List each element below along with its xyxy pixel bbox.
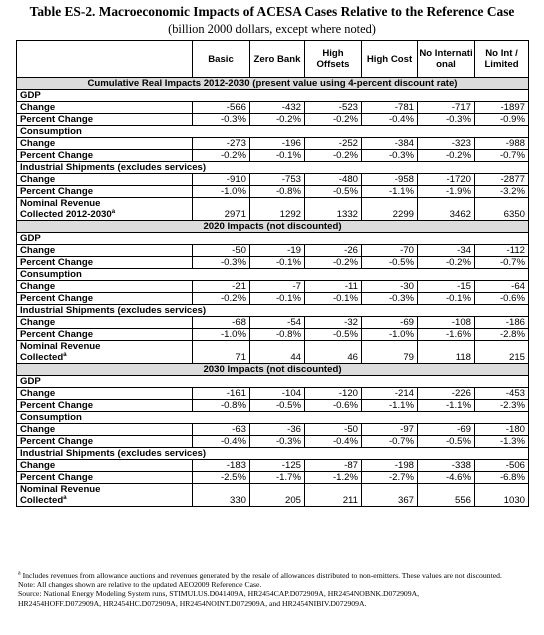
table-row [17, 174, 529, 186]
revenue-label-line2: Collected [20, 495, 64, 506]
table-cell: -50 [193, 245, 250, 257]
table-cell: -0.3% [193, 257, 250, 269]
table-cell: -7 [250, 281, 305, 293]
table-cell: -0.5% [418, 436, 475, 448]
table-cell: 367 [362, 484, 418, 507]
table-cell: -19 [250, 245, 305, 257]
group-row [17, 126, 529, 138]
row-label: Change [17, 102, 193, 114]
row-label: Percent Change [17, 293, 193, 305]
table-cell: 71 [193, 341, 250, 364]
table-cell: -226 [418, 388, 475, 400]
row-label: Percent Change [17, 257, 193, 269]
table-cell: -214 [362, 388, 418, 400]
table-cell: -0.6% [305, 400, 362, 412]
footnote-marker: a [63, 351, 67, 358]
table-cell: -988 [475, 138, 529, 150]
table-cell: -0.3% [362, 150, 418, 162]
table-cell: -0.2% [418, 150, 475, 162]
table-cell: -0.1% [250, 150, 305, 162]
table-cell: 79 [362, 341, 418, 364]
table-cell: -480 [305, 174, 362, 186]
table-cell: -87 [305, 460, 362, 472]
table-cell: -1.1% [362, 400, 418, 412]
table-cell: -186 [475, 317, 529, 329]
table-cell: -1.0% [362, 329, 418, 341]
table-cell: -0.1% [418, 293, 475, 305]
revenue-label-line1: Nominal Revenue [20, 484, 101, 495]
group-label: GDP [17, 90, 529, 102]
table-cell: -0.2% [418, 257, 475, 269]
table-cell: -0.2% [250, 114, 305, 126]
table-cell: -198 [362, 460, 418, 472]
source-line-1: Source: National Energy Modeling System runs, STIMULUS.D041409A, HR2454CAP.D072909A, HR2454NOBNK.D072909A, [18, 589, 420, 599]
revenue-label [17, 198, 193, 221]
table-cell: 6350 [475, 198, 529, 221]
table-cell: -1.6% [418, 329, 475, 341]
row-label: Change [17, 174, 193, 186]
table-cell: -112 [475, 245, 529, 257]
table-cell: -0.8% [193, 400, 250, 412]
table-cell: -104 [250, 388, 305, 400]
table-cell: -11 [305, 281, 362, 293]
group-row [17, 269, 529, 281]
table-cell: -2.5% [193, 472, 250, 484]
group-label: Industrial Shipments (excludes services) [17, 305, 529, 317]
table-cell: -2.7% [362, 472, 418, 484]
table-cell: -0.3% [250, 436, 305, 448]
table-row [17, 245, 529, 257]
row-label: Change [17, 460, 193, 472]
table-cell: -506 [475, 460, 529, 472]
table-cell: 1292 [250, 198, 305, 221]
table-cell: -36 [250, 424, 305, 436]
table-cell: -453 [475, 388, 529, 400]
table-row [17, 138, 529, 150]
section-row [17, 78, 529, 90]
section-row [17, 221, 529, 233]
row-label: Percent Change [17, 114, 193, 126]
footnote-text: Includes revenues from allowance auctions and revenues generated by the resale of allowances distributed to non-emitters. These values are not discounted. [22, 571, 502, 580]
table-cell: -910 [193, 174, 250, 186]
table-cell: -1.1% [362, 186, 418, 198]
table-cell: 2971 [193, 198, 250, 221]
table-row [17, 102, 529, 114]
table-cell: -2877 [475, 174, 529, 186]
revenue-label-line1: Nominal Revenue [20, 198, 101, 209]
table-cell: 205 [250, 484, 305, 507]
table-cell: -2.3% [475, 400, 529, 412]
table-cell: -0.2% [305, 150, 362, 162]
header-high-cost: High Cost [362, 41, 418, 78]
table-body [17, 78, 529, 507]
group-label: GDP [17, 233, 529, 245]
table-cell: 215 [475, 341, 529, 364]
table-cell: -1.3% [475, 436, 529, 448]
group-label: GDP [17, 376, 529, 388]
revenue-label-line2: Collected 2012-2030 [20, 209, 112, 220]
table-cell: -32 [305, 317, 362, 329]
table-cell: -0.1% [250, 257, 305, 269]
table-cell: -3.2% [475, 186, 529, 198]
table-cell: -0.1% [305, 293, 362, 305]
table-cell: -161 [193, 388, 250, 400]
row-label: Percent Change [17, 400, 193, 412]
row-label: Change [17, 388, 193, 400]
header-blank [17, 41, 193, 78]
table-row [17, 329, 529, 341]
table-cell: -1.2% [305, 472, 362, 484]
table-cell: -0.8% [250, 329, 305, 341]
revenue-label [17, 341, 193, 364]
footnotes [18, 571, 534, 608]
table-cell: -1.1% [418, 400, 475, 412]
header-no-international: No Internati onal [418, 41, 475, 78]
table-cell: 2299 [362, 198, 418, 221]
table-cell: -338 [418, 460, 475, 472]
table-cell: -1.7% [250, 472, 305, 484]
table-title: Table ES-2. Macroeconomic Impacts of ACESA Cases Relative to the Reference Case [29, 4, 515, 19]
table-cell: -0.8% [250, 186, 305, 198]
table-row [17, 150, 529, 162]
group-label: Consumption [17, 269, 529, 281]
table-cell: -781 [362, 102, 418, 114]
table-cell: -69 [362, 317, 418, 329]
table-row [17, 472, 529, 484]
table-cell: 211 [305, 484, 362, 507]
group-row [17, 412, 529, 424]
footnote-marker: a [63, 494, 67, 501]
footnote-marker: a [18, 570, 21, 577]
table-cell: 46 [305, 341, 362, 364]
table-cell: -2.8% [475, 329, 529, 341]
table-cell: -30 [362, 281, 418, 293]
row-label: Change [17, 281, 193, 293]
group-row [17, 305, 529, 317]
row-label: Change [17, 424, 193, 436]
header-zero-bank: Zero Bank [250, 41, 305, 78]
table-cell: 3462 [418, 198, 475, 221]
table-cell: -0.5% [305, 329, 362, 341]
group-row [17, 162, 529, 174]
group-label: Industrial Shipments (excludes services) [17, 448, 529, 460]
table-cell: -97 [362, 424, 418, 436]
table-cell: -108 [418, 317, 475, 329]
table-cell: 118 [418, 341, 475, 364]
table-cell: -0.5% [362, 257, 418, 269]
table-cell: -1720 [418, 174, 475, 186]
table-cell: -125 [250, 460, 305, 472]
table-row [17, 186, 529, 198]
table-cell: -753 [250, 174, 305, 186]
section-heading: Cumulative Real Impacts 2012-2030 (present value using 4-percent discount rate) [17, 78, 529, 90]
revenue-row [17, 341, 529, 364]
table-cell: -21 [193, 281, 250, 293]
group-row [17, 376, 529, 388]
table-cell: -0.6% [475, 293, 529, 305]
table-cell: 330 [193, 484, 250, 507]
row-label: Percent Change [17, 150, 193, 162]
table-cell: -70 [362, 245, 418, 257]
header-high-offsets: High Offsets [305, 41, 362, 78]
group-label: Consumption [17, 126, 529, 138]
table-cell: 1332 [305, 198, 362, 221]
table-cell: -64 [475, 281, 529, 293]
table-cell: -0.1% [250, 293, 305, 305]
macroeconomic-impacts-table [16, 40, 529, 507]
table-cell: -26 [305, 245, 362, 257]
table-cell: -120 [305, 388, 362, 400]
table-row [17, 293, 529, 305]
table-cell: -273 [193, 138, 250, 150]
table-cell: -180 [475, 424, 529, 436]
table-cell: -523 [305, 102, 362, 114]
table-row [17, 114, 529, 126]
section-row [17, 364, 529, 376]
table-cell: -0.4% [362, 114, 418, 126]
table-cell: -0.4% [305, 436, 362, 448]
table-cell: -68 [193, 317, 250, 329]
revenue-label-line2: Collected [20, 352, 64, 363]
revenue-row [17, 484, 529, 507]
note-line: Note: All changes shown are relative to the updated AEO2009 Reference Case. [18, 580, 262, 590]
table-subtitle: (billion 2000 dollars, except where noted) [168, 22, 376, 36]
table-row [17, 388, 529, 400]
row-label: Percent Change [17, 472, 193, 484]
group-row [17, 233, 529, 245]
table-cell: -0.9% [475, 114, 529, 126]
row-label: Percent Change [17, 436, 193, 448]
table-cell: -252 [305, 138, 362, 150]
revenue-row [17, 198, 529, 221]
table-cell: -0.2% [193, 293, 250, 305]
table-cell: -0.2% [193, 150, 250, 162]
table-cell: -54 [250, 317, 305, 329]
table-cell: -34 [418, 245, 475, 257]
table-cell: -4.6% [418, 472, 475, 484]
table-cell: -0.3% [418, 114, 475, 126]
table-cell: -566 [193, 102, 250, 114]
table-row [17, 460, 529, 472]
table-cell: -0.7% [362, 436, 418, 448]
row-label: Percent Change [17, 329, 193, 341]
table-cell: -0.5% [250, 400, 305, 412]
table-row [17, 257, 529, 269]
table-row [17, 281, 529, 293]
row-label: Change [17, 138, 193, 150]
header-row [17, 41, 529, 78]
table-cell: -323 [418, 138, 475, 150]
table-cell: -0.2% [305, 257, 362, 269]
table-cell: -0.5% [305, 186, 362, 198]
table-row [17, 424, 529, 436]
table-cell: -69 [418, 424, 475, 436]
table-cell: -384 [362, 138, 418, 150]
table-cell: -0.7% [475, 257, 529, 269]
table-cell: -183 [193, 460, 250, 472]
table-cell: -0.4% [193, 436, 250, 448]
table-cell: -717 [418, 102, 475, 114]
section-heading: 2020 Impacts (not discounted) [17, 221, 529, 233]
revenue-label-line1: Nominal Revenue [20, 341, 101, 352]
row-label: Change [17, 317, 193, 329]
group-row [17, 448, 529, 460]
group-label: Consumption [17, 412, 529, 424]
table-cell: -1.0% [193, 329, 250, 341]
row-label: Percent Change [17, 186, 193, 198]
header-no-int-limited: No Int / Limited [475, 41, 529, 78]
table-cell: -0.3% [362, 293, 418, 305]
group-row [17, 90, 529, 102]
section-heading: 2030 Impacts (not discounted) [17, 364, 529, 376]
header-basic: Basic [193, 41, 250, 78]
table-cell: -0.2% [305, 114, 362, 126]
table-cell: -958 [362, 174, 418, 186]
table-cell: 44 [250, 341, 305, 364]
table-cell: -15 [418, 281, 475, 293]
footnote-a [18, 571, 534, 580]
footnote-marker: a [111, 208, 116, 215]
table-cell: -1.9% [418, 186, 475, 198]
table-cell: 556 [418, 484, 475, 507]
table-row [17, 436, 529, 448]
table-cell: -50 [305, 424, 362, 436]
revenue-label [17, 484, 193, 507]
table-cell: -0.3% [193, 114, 250, 126]
table-cell: -1.0% [193, 186, 250, 198]
table-row [17, 400, 529, 412]
table-row [17, 317, 529, 329]
table-cell: -1897 [475, 102, 529, 114]
group-label: Industrial Shipments (excludes services) [17, 162, 529, 174]
table-cell: -0.7% [475, 150, 529, 162]
source-line-2: HR2454HOFF.D072909A, HR2454HC.D072909A, HR2454NOINT.D072909A, and HR2454NIBIV.D072909A. [18, 598, 367, 608]
row-label: Change [17, 245, 193, 257]
table-cell: -196 [250, 138, 305, 150]
table-cell: -432 [250, 102, 305, 114]
table-cell: 1030 [475, 484, 529, 507]
table-cell: -63 [193, 424, 250, 436]
table-cell: -6.8% [475, 472, 529, 484]
